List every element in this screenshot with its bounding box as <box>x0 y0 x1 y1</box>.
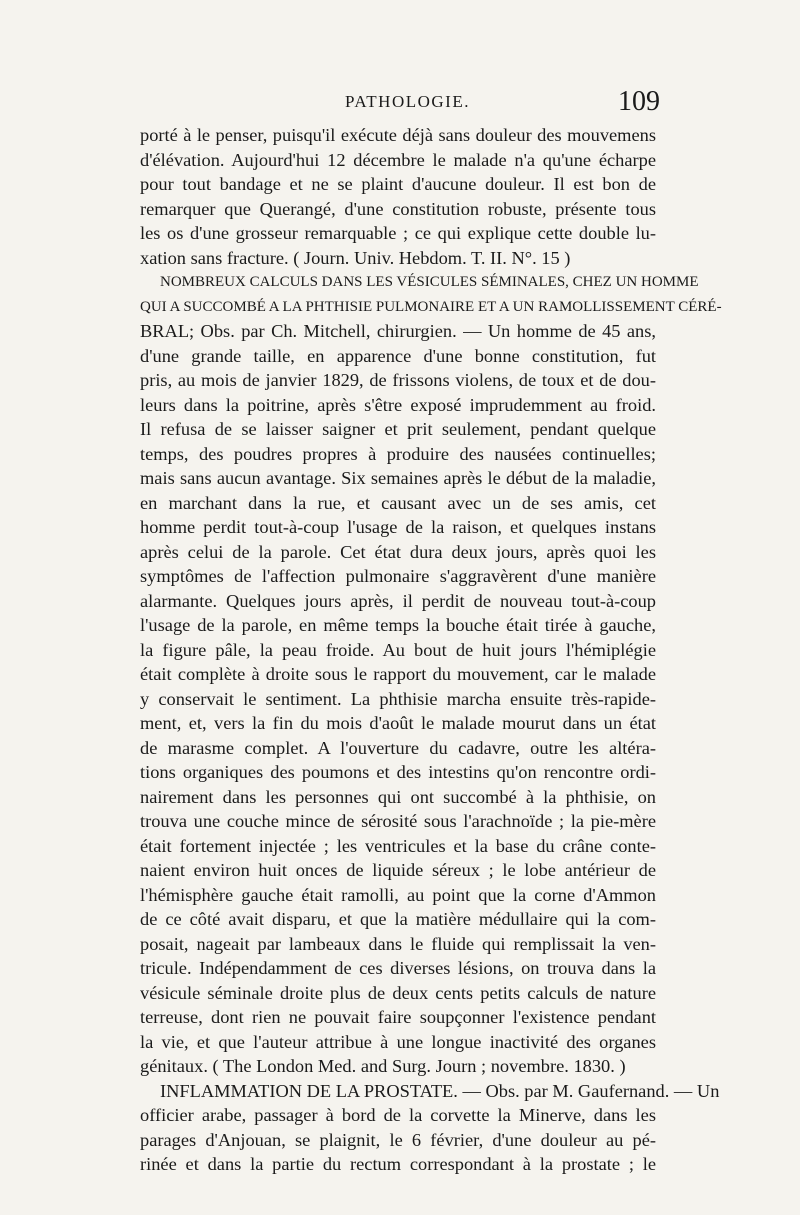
text-line: était complète à droite sous le rapport du mouvement, car le malade <box>140 664 656 684</box>
section-heading-line: NOMBREUX CALCULS DANS LES VÉSICULES SÉMINALES, CHEZ UN HOMME <box>160 274 699 290</box>
text-line: naient environ huit onces de liquide séreux ; le lobe antérieur de <box>140 860 656 880</box>
running-head <box>140 86 660 126</box>
text-line: remarquer que Querangé, d'une constitution robuste, présente tous <box>140 198 656 219</box>
running-title: PATHOLOGIE. <box>345 92 470 111</box>
text-line: alarmante. Quelques jours après, il perdit de nouveau tout-à-coup <box>140 590 656 611</box>
body-text <box>140 123 722 1177</box>
text-line: trouva une couche mince de sérosité sous l'arachnoïde ; la pie-mère <box>140 811 656 831</box>
text-line: la vie, et que l'auteur attribue à une longue inactivité des organes <box>140 1031 656 1052</box>
text-line: en marchant dans la rue, et causant avec un de ses amis, cet <box>140 492 656 513</box>
text-line: vésicule séminale droite plus de deux cents petits calculs de nature <box>140 982 656 1003</box>
section-heading-line: INFLAMMATION DE LA PROSTATE. — Obs. par M. Gaufernand. — Un <box>160 1080 720 1101</box>
text-line: de marasme complet. A l'ouverture du cadavre, outre les altéra- <box>140 737 656 758</box>
text-line: officier arabe, passager à bord de la corvette la Minerve, dans les <box>140 1105 656 1125</box>
text-line: les os d'une grosseur remarquable ; ce qui explique cette double lu- <box>140 223 656 243</box>
text-line: porté à le penser, puisqu'il exécute déjà sans douleur des mouvemens <box>140 125 656 145</box>
text-line: pris, au mois de janvier 1829, de frissons violens, de toux et de dou- <box>140 370 656 390</box>
text-line: homme perdit tout-à-coup l'usage de la raison, et quelques instans <box>140 517 656 537</box>
text-line: posait, nageait par lambeaux dans le fluide qui remplissait la ven- <box>140 933 656 954</box>
section-heading-line: QUI A SUCCOMBÉ A LA PHTHISIE PULMONAIRE ET A UN RAMOLLISSEMENT CÉRÉ- <box>140 298 722 315</box>
text-line: d'une grande taille, en apparence d'une bonne constitution, fut <box>140 345 656 366</box>
text-line: nairement dans les personnes qui ont succombé à la phthisie, on <box>140 786 656 807</box>
text-line: après celui de la parole. Cet état dura deux jours, après quoi les <box>140 541 656 562</box>
text-line: la figure pâle, la peau froide. Au bout de huit jours l'hémiplégie <box>140 639 656 660</box>
text-line: tions organiques des poumons et des intestins qu'on rencontre ordi- <box>140 762 656 782</box>
text-line: leurs dans la poitrine, après s'être exposé imprudemment au froid. <box>140 394 656 415</box>
text-line: l'hémisphère gauche était ramolli, au point que la corne d'Ammon <box>140 884 656 905</box>
text-line: Il refusa de se laisser saigner et prit seulement, pendant quelque <box>140 419 656 439</box>
text-line: ment, et, vers la fin du mois d'août le malade mourut dans un état <box>140 713 656 733</box>
text-line: tricule. Indépendamment de ces diverses lésions, on trouva dans la <box>140 958 656 978</box>
text-line: mais sans aucun avantage. Six semaines après le début de la maladie, <box>140 468 656 488</box>
text-line: symptômes de l'affection pulmonaire s'aggravèrent d'une manière <box>140 566 656 586</box>
text-line: d'élévation. Aujourd'hui 12 décembre le malade n'a qu'une écharpe <box>140 149 656 170</box>
text-line: y conservait le sentiment. La phthisie marcha ensuite très-rapide- <box>140 688 656 709</box>
text-line: l'usage de la parole, en même temps la bouche était tirée à gauche, <box>140 615 656 635</box>
page-number: 109 <box>618 86 660 117</box>
text-line: génitaux. ( The London Med. and Surg. Journ ; novembre. 1830. ) <box>140 1056 626 1076</box>
text-line: de ce côté avait disparu, et que la matière médullaire qui la com- <box>140 909 656 929</box>
text-line: terreuse, dont rien ne pouvait faire soupçonner l'existence pendant <box>140 1007 656 1027</box>
text-line: pour tout bandage et ne se plaint d'aucune douleur. Il est bon de <box>140 174 656 194</box>
text-line: temps, des poudres propres à produire des nausées continuelles; <box>140 443 656 464</box>
text-line: était fortement injectée ; les ventricules et la base du crâne conte- <box>140 835 656 856</box>
text-line: parages d'Anjouan, se plaignit, le 6 février, d'une douleur au pé- <box>140 1129 656 1150</box>
text-line: xation sans fracture. ( Journ. Univ. Hebdom. T. II. N°. 15 ) <box>140 247 571 268</box>
text-line: BRAL; Obs. par Ch. Mitchell, chirurgien. — Un homme de 45 ans, <box>140 321 656 341</box>
text-line: rinée et dans la partie du rectum correspondant à la prostate ; le <box>140 1154 656 1174</box>
